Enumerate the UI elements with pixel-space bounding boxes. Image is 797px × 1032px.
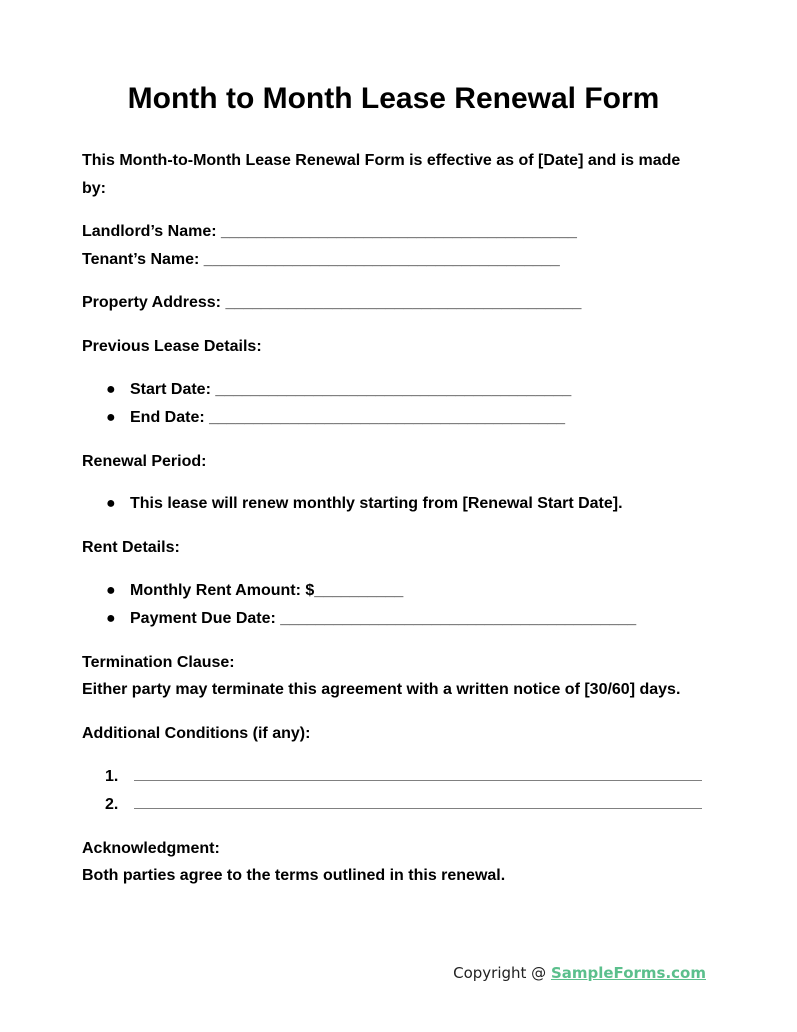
footer-copyright: [453, 964, 706, 982]
additional-conditions-heading: Additional Conditions (if any):: [82, 725, 311, 742]
bullet-icon: ●: [106, 409, 116, 426]
rent-details-heading: Rent Details:: [82, 539, 180, 556]
payment-due-date-field: Payment Due Date: ________________________________________: [130, 610, 637, 627]
condition-line-2: [134, 808, 702, 809]
landlord-name-field: Landlord’s Name: ________________________________________: [82, 223, 577, 240]
intro-text-line-1: This Month-to-Month Lease Renewal Form is effective as of [Date] and is made: [82, 152, 681, 169]
start-date-field: Start Date: ________________________________________: [130, 381, 572, 398]
termination-text: Either party may terminate this agreement with a written notice of [30/60] days.: [82, 681, 681, 698]
bullet-icon: ●: [106, 610, 116, 627]
condition-number: 1.: [105, 768, 119, 785]
intro-text-line-2: by:: [82, 180, 106, 197]
document-title: Month to Month Lease Renewal Form: [127, 82, 660, 115]
bullet-icon: ●: [106, 381, 116, 398]
condition-number: 2.: [105, 796, 119, 813]
monthly-rent-field: Monthly Rent Amount: $__________: [130, 582, 404, 599]
tenant-name-field: Tenant’s Name: ________________________________________: [82, 251, 560, 268]
acknowledgment-heading: Acknowledgment:: [82, 840, 220, 857]
acknowledgment-text: Both parties agree to the terms outlined in this renewal.: [82, 867, 506, 884]
condition-line-1: [134, 780, 702, 781]
bullet-icon: ●: [106, 495, 116, 512]
property-address-field: Property Address: ________________________________________: [82, 294, 582, 311]
renewal-period-text: This lease will renew monthly starting from [Renewal Start Date].: [130, 495, 623, 512]
bullet-icon: ●: [106, 582, 116, 599]
copyright-label: Copyright @: [453, 964, 551, 982]
end-date-field: End Date: ________________________________________: [130, 409, 566, 426]
termination-heading: Termination Clause:: [82, 654, 235, 671]
previous-lease-heading: Previous Lease Details:: [82, 338, 262, 355]
sampleforms-link[interactable]: SampleForms.com: [550, 964, 706, 982]
renewal-period-heading: Renewal Period:: [82, 453, 207, 470]
